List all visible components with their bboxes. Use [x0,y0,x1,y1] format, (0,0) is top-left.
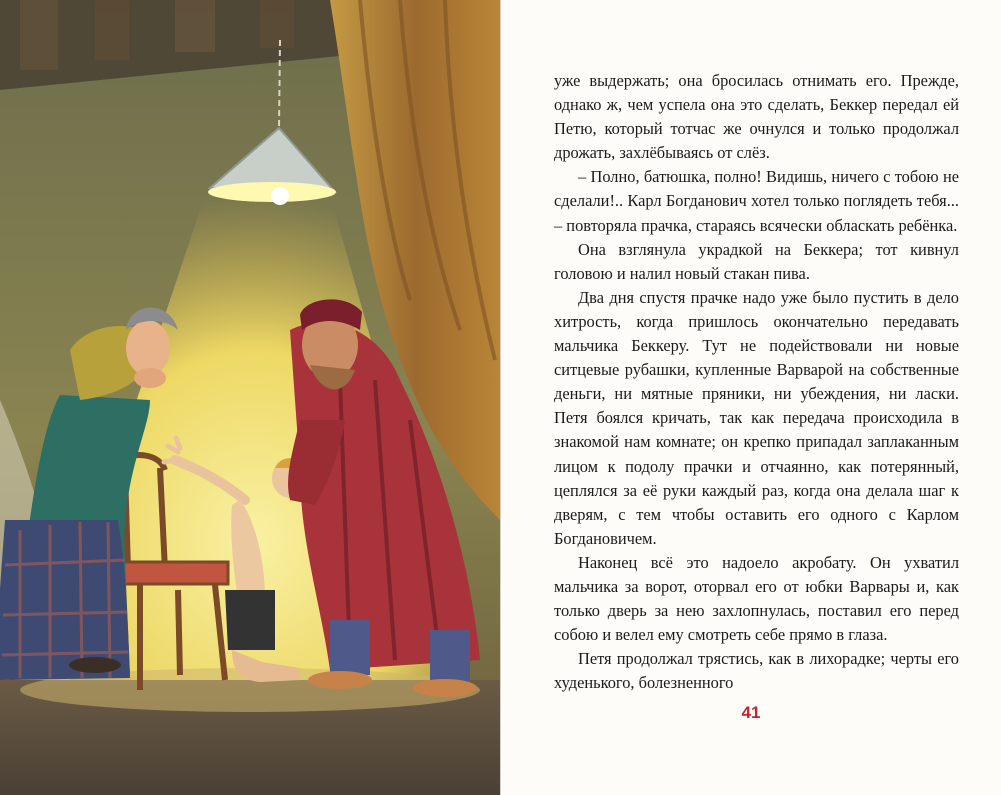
paragraph: уже выдержать; она бросилась отнимать его. Прежде, однако ж, чем успела она это сделать, Беккер передал ей Петю, который тотчас же очнулся и только продолжал дрожать, захлёбываясь от слёз. [554,71,959,163]
illustration-panel [0,0,500,795]
paragraph: – Полно, батюшка, полно! Видишь, ничего с тобою не сделали!.. Карл Богданович хотел только поглядеть тебя... – повторяла прачка, стараясь всячески обласкать ребёнка. [554,167,959,235]
paragraph: Петя продолжал трястись, как в лихорадке; черты его худенького, болезненного [554,649,959,693]
body-text [554,69,959,695]
text-page [501,0,1001,795]
watercolor-illustration [0,0,500,795]
paragraph: Два дня спустя прачке надо уже было пустить в дело хитрость, когда пришлось окончательно передавать мальчика Беккеру. Тут не подействовали ни новые ситцевые рубашки, купленные Варварой на собственные деньги, ни мятные пряники, ни убеждения, ни ласки. Петя боялся кричать, так как передача происходила в знакомой нам комнате; он крепко припадал заплаканным лицом к подолу прачки и отчаянно, как потерянный, цеплялся за её руки каждый раз, когда она делала шаг к дверям, с тем чтобы оставить его одного с Карлом Богдановичем. [554,287,959,548]
paragraph: Она взглянула украдкой на Беккера; тот кивнул головою и налил новый стакан пива. [554,239,959,283]
page-number: 41 [741,703,761,722]
paragraph: Наконец всё это надоело акробату. Он ухватил мальчика за ворот, оторвал его от юбки Варвары и, как только дверь за нею захлопнулась, поставил его перед собою и велел ему смотреть себе прямо в глаза. [554,552,959,645]
